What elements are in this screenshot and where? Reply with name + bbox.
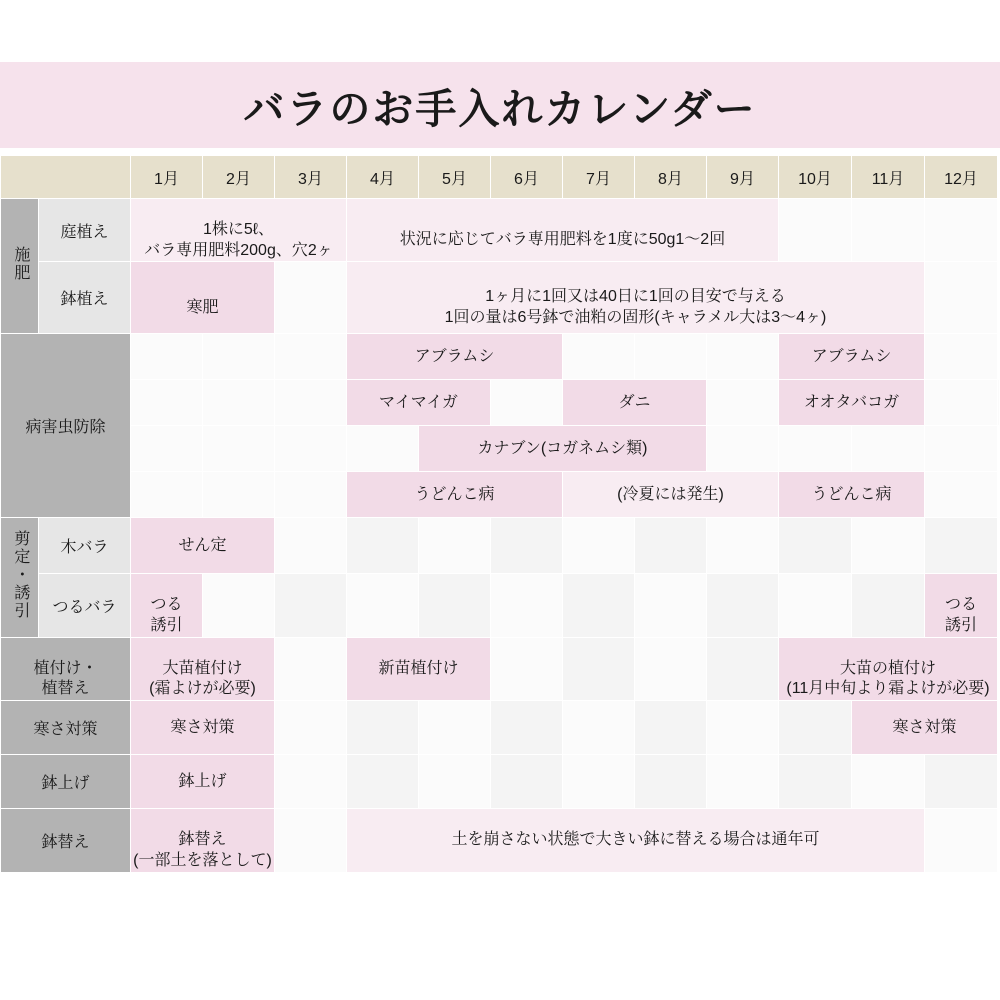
cell-garden-oct bbox=[779, 199, 852, 262]
header-corner bbox=[1, 156, 131, 199]
cell-planting-big-seedling: 大苗植付け (霜よけが必要) bbox=[131, 637, 275, 700]
cell-climb-mar bbox=[275, 574, 347, 637]
cell-potup-dec bbox=[925, 755, 998, 809]
cell-potup-nov bbox=[852, 755, 925, 809]
cell-climb-jun bbox=[491, 574, 563, 637]
header-month-11: 11月 bbox=[852, 156, 925, 199]
cell-pest4-feb bbox=[203, 472, 275, 518]
cell-pest1-jul bbox=[563, 334, 635, 380]
header-month-9: 9月 bbox=[707, 156, 779, 199]
cell-pest3-oct bbox=[779, 426, 852, 472]
cell-tree-may bbox=[419, 518, 491, 574]
cell-potup-jul bbox=[563, 755, 635, 809]
cell-pest2-jun bbox=[491, 380, 563, 426]
cell-plant-jul bbox=[563, 637, 635, 700]
header-month-2: 2月 bbox=[203, 156, 275, 199]
cell-potup-sep bbox=[707, 755, 779, 809]
cell-climb-nov bbox=[852, 574, 925, 637]
cell-pest-aphid-spring: アブラムシ bbox=[347, 334, 563, 380]
cell-pot-dec bbox=[925, 262, 998, 334]
cell-climb-may bbox=[419, 574, 491, 637]
cell-pest1-jan bbox=[131, 334, 203, 380]
cell-pest3-feb bbox=[203, 426, 275, 472]
cell-repot-winter: 鉢替え (一部土を落として) bbox=[131, 809, 275, 872]
cell-tree-jul bbox=[563, 518, 635, 574]
cell-pest-kanabun: カナブン(コガネムシ類) bbox=[419, 426, 707, 472]
cell-tree-dec bbox=[925, 518, 998, 574]
cell-tree-oct bbox=[779, 518, 852, 574]
header-month-6: 6月 bbox=[491, 156, 563, 199]
cell-pest2-feb bbox=[203, 380, 275, 426]
cell-tree-rose-pruning: せん定 bbox=[131, 518, 275, 574]
sub-label-pot-planting: 鉢植え bbox=[39, 262, 131, 334]
cell-pest4-jan bbox=[131, 472, 203, 518]
cell-climb-aug bbox=[635, 574, 707, 637]
cell-pest3-sep bbox=[707, 426, 779, 472]
group-label-potup: 鉢上げ bbox=[1, 755, 131, 809]
row-climbing-rose bbox=[1, 574, 1000, 637]
row-pest-3 bbox=[1, 426, 1000, 472]
cell-pest2-nov bbox=[925, 380, 998, 426]
cell-potup-may bbox=[419, 755, 491, 809]
cell-tree-aug bbox=[635, 518, 707, 574]
cell-cold-jul bbox=[563, 701, 635, 755]
header-month-1: 1月 bbox=[131, 156, 203, 199]
row-pest-1 bbox=[1, 334, 1000, 380]
cell-pest2-jan bbox=[131, 380, 203, 426]
group-label-planting: 植付け・ 植替え bbox=[1, 637, 131, 700]
cell-pest4-mar bbox=[275, 472, 347, 518]
cell-repot-mar bbox=[275, 809, 347, 872]
cell-pest-udonko-fall: うどんこ病 bbox=[779, 472, 925, 518]
cell-plant-aug bbox=[635, 637, 707, 700]
cell-pest4-dec bbox=[925, 472, 998, 518]
cell-pot-kanpi: 寒肥 bbox=[131, 262, 275, 334]
header-month-7: 7月 bbox=[563, 156, 635, 199]
cell-pest3-apr bbox=[347, 426, 419, 472]
header-month-12: 12月 bbox=[925, 156, 998, 199]
cell-garden-fertilizer-winter: 1株に5ℓ、 バラ専用肥料200g、穴2ヶ bbox=[131, 199, 347, 262]
cell-cold-apr bbox=[347, 701, 419, 755]
header-month-3: 3月 bbox=[275, 156, 347, 199]
group-label-pest: 病害虫防除 bbox=[1, 334, 131, 518]
cell-pest-maimaiga: マイマイガ bbox=[347, 380, 491, 426]
cell-pest2-dec bbox=[998, 380, 1000, 426]
group-label-cold: 寒さ対策 bbox=[1, 701, 131, 755]
row-pest-2 bbox=[1, 380, 1000, 426]
cell-climb-feb bbox=[203, 574, 275, 637]
cell-pest-udonko-summer: (冷夏には発生) bbox=[563, 472, 779, 518]
row-tree-rose bbox=[1, 518, 1000, 574]
cell-pot-fertilizer-schedule: 1ヶ月に1回又は40日に1回の目安で与える 1回の量は6号鉢で油粕の固形(キャラメル大は3〜4ヶ) bbox=[347, 262, 925, 334]
sub-label-tree-rose: 木バラ bbox=[39, 518, 131, 574]
group-label-prune: 剪定・誘引 bbox=[1, 518, 39, 637]
cell-pest1-dec bbox=[925, 334, 998, 380]
cell-planting-big-seedling-fall: 大苗の植付け (11月中旬より霜よけが必要) bbox=[779, 637, 998, 700]
row-garden-planting bbox=[1, 199, 1000, 262]
cell-cold-winter-early: 寒さ対策 bbox=[131, 701, 275, 755]
cell-potup-jun bbox=[491, 755, 563, 809]
cell-garden-dec bbox=[925, 199, 998, 262]
cell-pest2-mar bbox=[275, 380, 347, 426]
header-month-10: 10月 bbox=[779, 156, 852, 199]
cell-pest-ootabakoga: オオタバコガ bbox=[779, 380, 925, 426]
title-banner bbox=[0, 62, 1000, 148]
cell-pest1-sep bbox=[707, 334, 779, 380]
header-month-4: 4月 bbox=[347, 156, 419, 199]
cell-climb-jul bbox=[563, 574, 635, 637]
calendar-table bbox=[0, 155, 1000, 873]
cell-planting-new-seedling: 新苗植付け bbox=[347, 637, 491, 700]
cell-garden-fertilizer-season: 状況に応じてバラ専用肥料を1度に50g1〜2回 bbox=[347, 199, 779, 262]
cell-pest1-aug bbox=[635, 334, 707, 380]
sub-label-garden-planting: 庭植え bbox=[39, 199, 131, 262]
row-pot-planting bbox=[1, 262, 1000, 334]
row-cold-protection bbox=[1, 701, 1000, 755]
cell-cold-jun bbox=[491, 701, 563, 755]
header-month-5: 5月 bbox=[419, 156, 491, 199]
cell-pest1-feb bbox=[203, 334, 275, 380]
cell-tree-nov bbox=[852, 518, 925, 574]
cell-pest3-mar bbox=[275, 426, 347, 472]
cell-cold-sep bbox=[707, 701, 779, 755]
cell-potup-mar bbox=[275, 755, 347, 809]
group-label-repot: 鉢替え bbox=[1, 809, 131, 872]
cell-potup-apr bbox=[347, 755, 419, 809]
cell-pest2-sep-gap bbox=[707, 380, 779, 426]
cell-pest-dani: ダニ bbox=[563, 380, 707, 426]
cell-potup-oct bbox=[779, 755, 852, 809]
cell-tree-sep bbox=[707, 518, 779, 574]
cell-cold-winter-late: 寒さ対策 bbox=[852, 701, 998, 755]
cell-pest3-jan bbox=[131, 426, 203, 472]
cell-climb-apr bbox=[347, 574, 419, 637]
cell-plant-mar bbox=[275, 637, 347, 700]
row-repot bbox=[1, 809, 1000, 872]
sub-label-climbing-rose: つるバラ bbox=[39, 574, 131, 637]
cell-pest-aphid-fall: アブラムシ bbox=[779, 334, 925, 380]
table-header-row bbox=[1, 156, 1000, 199]
cell-tree-jun bbox=[491, 518, 563, 574]
row-pest-4 bbox=[1, 472, 1000, 518]
row-planting bbox=[1, 637, 1000, 700]
cell-potup-aug bbox=[635, 755, 707, 809]
header-month-8: 8月 bbox=[635, 156, 707, 199]
cell-pot-mar bbox=[275, 262, 347, 334]
cell-repot-yearround: 土を崩さない状態で大きい鉢に替える場合は通年可 bbox=[347, 809, 925, 872]
cell-climbing-train-dec: つる 誘引 bbox=[925, 574, 998, 637]
cell-climbing-train-jan: つる 誘引 bbox=[131, 574, 203, 637]
cell-pest1-mar bbox=[275, 334, 347, 380]
cell-cold-may bbox=[419, 701, 491, 755]
cell-plant-sep bbox=[707, 637, 779, 700]
cell-pest3-dec bbox=[925, 426, 998, 472]
cell-pest3-nov bbox=[852, 426, 925, 472]
cell-cold-aug bbox=[635, 701, 707, 755]
cell-repot-dec bbox=[925, 809, 998, 872]
cell-tree-mar bbox=[275, 518, 347, 574]
group-label-fertilizer: 施肥 bbox=[1, 199, 39, 334]
cell-cold-oct bbox=[779, 701, 852, 755]
cell-garden-nov bbox=[852, 199, 925, 262]
cell-potup: 鉢上げ bbox=[131, 755, 275, 809]
cell-pest-udonko-spring: うどんこ病 bbox=[347, 472, 563, 518]
cell-tree-apr bbox=[347, 518, 419, 574]
cell-cold-mar bbox=[275, 701, 347, 755]
cell-plant-jun bbox=[491, 637, 563, 700]
cell-climb-sep bbox=[707, 574, 779, 637]
cell-climb-oct bbox=[779, 574, 852, 637]
row-pot-up bbox=[1, 755, 1000, 809]
page-title: バラのお手入れカレンダー bbox=[243, 85, 757, 132]
